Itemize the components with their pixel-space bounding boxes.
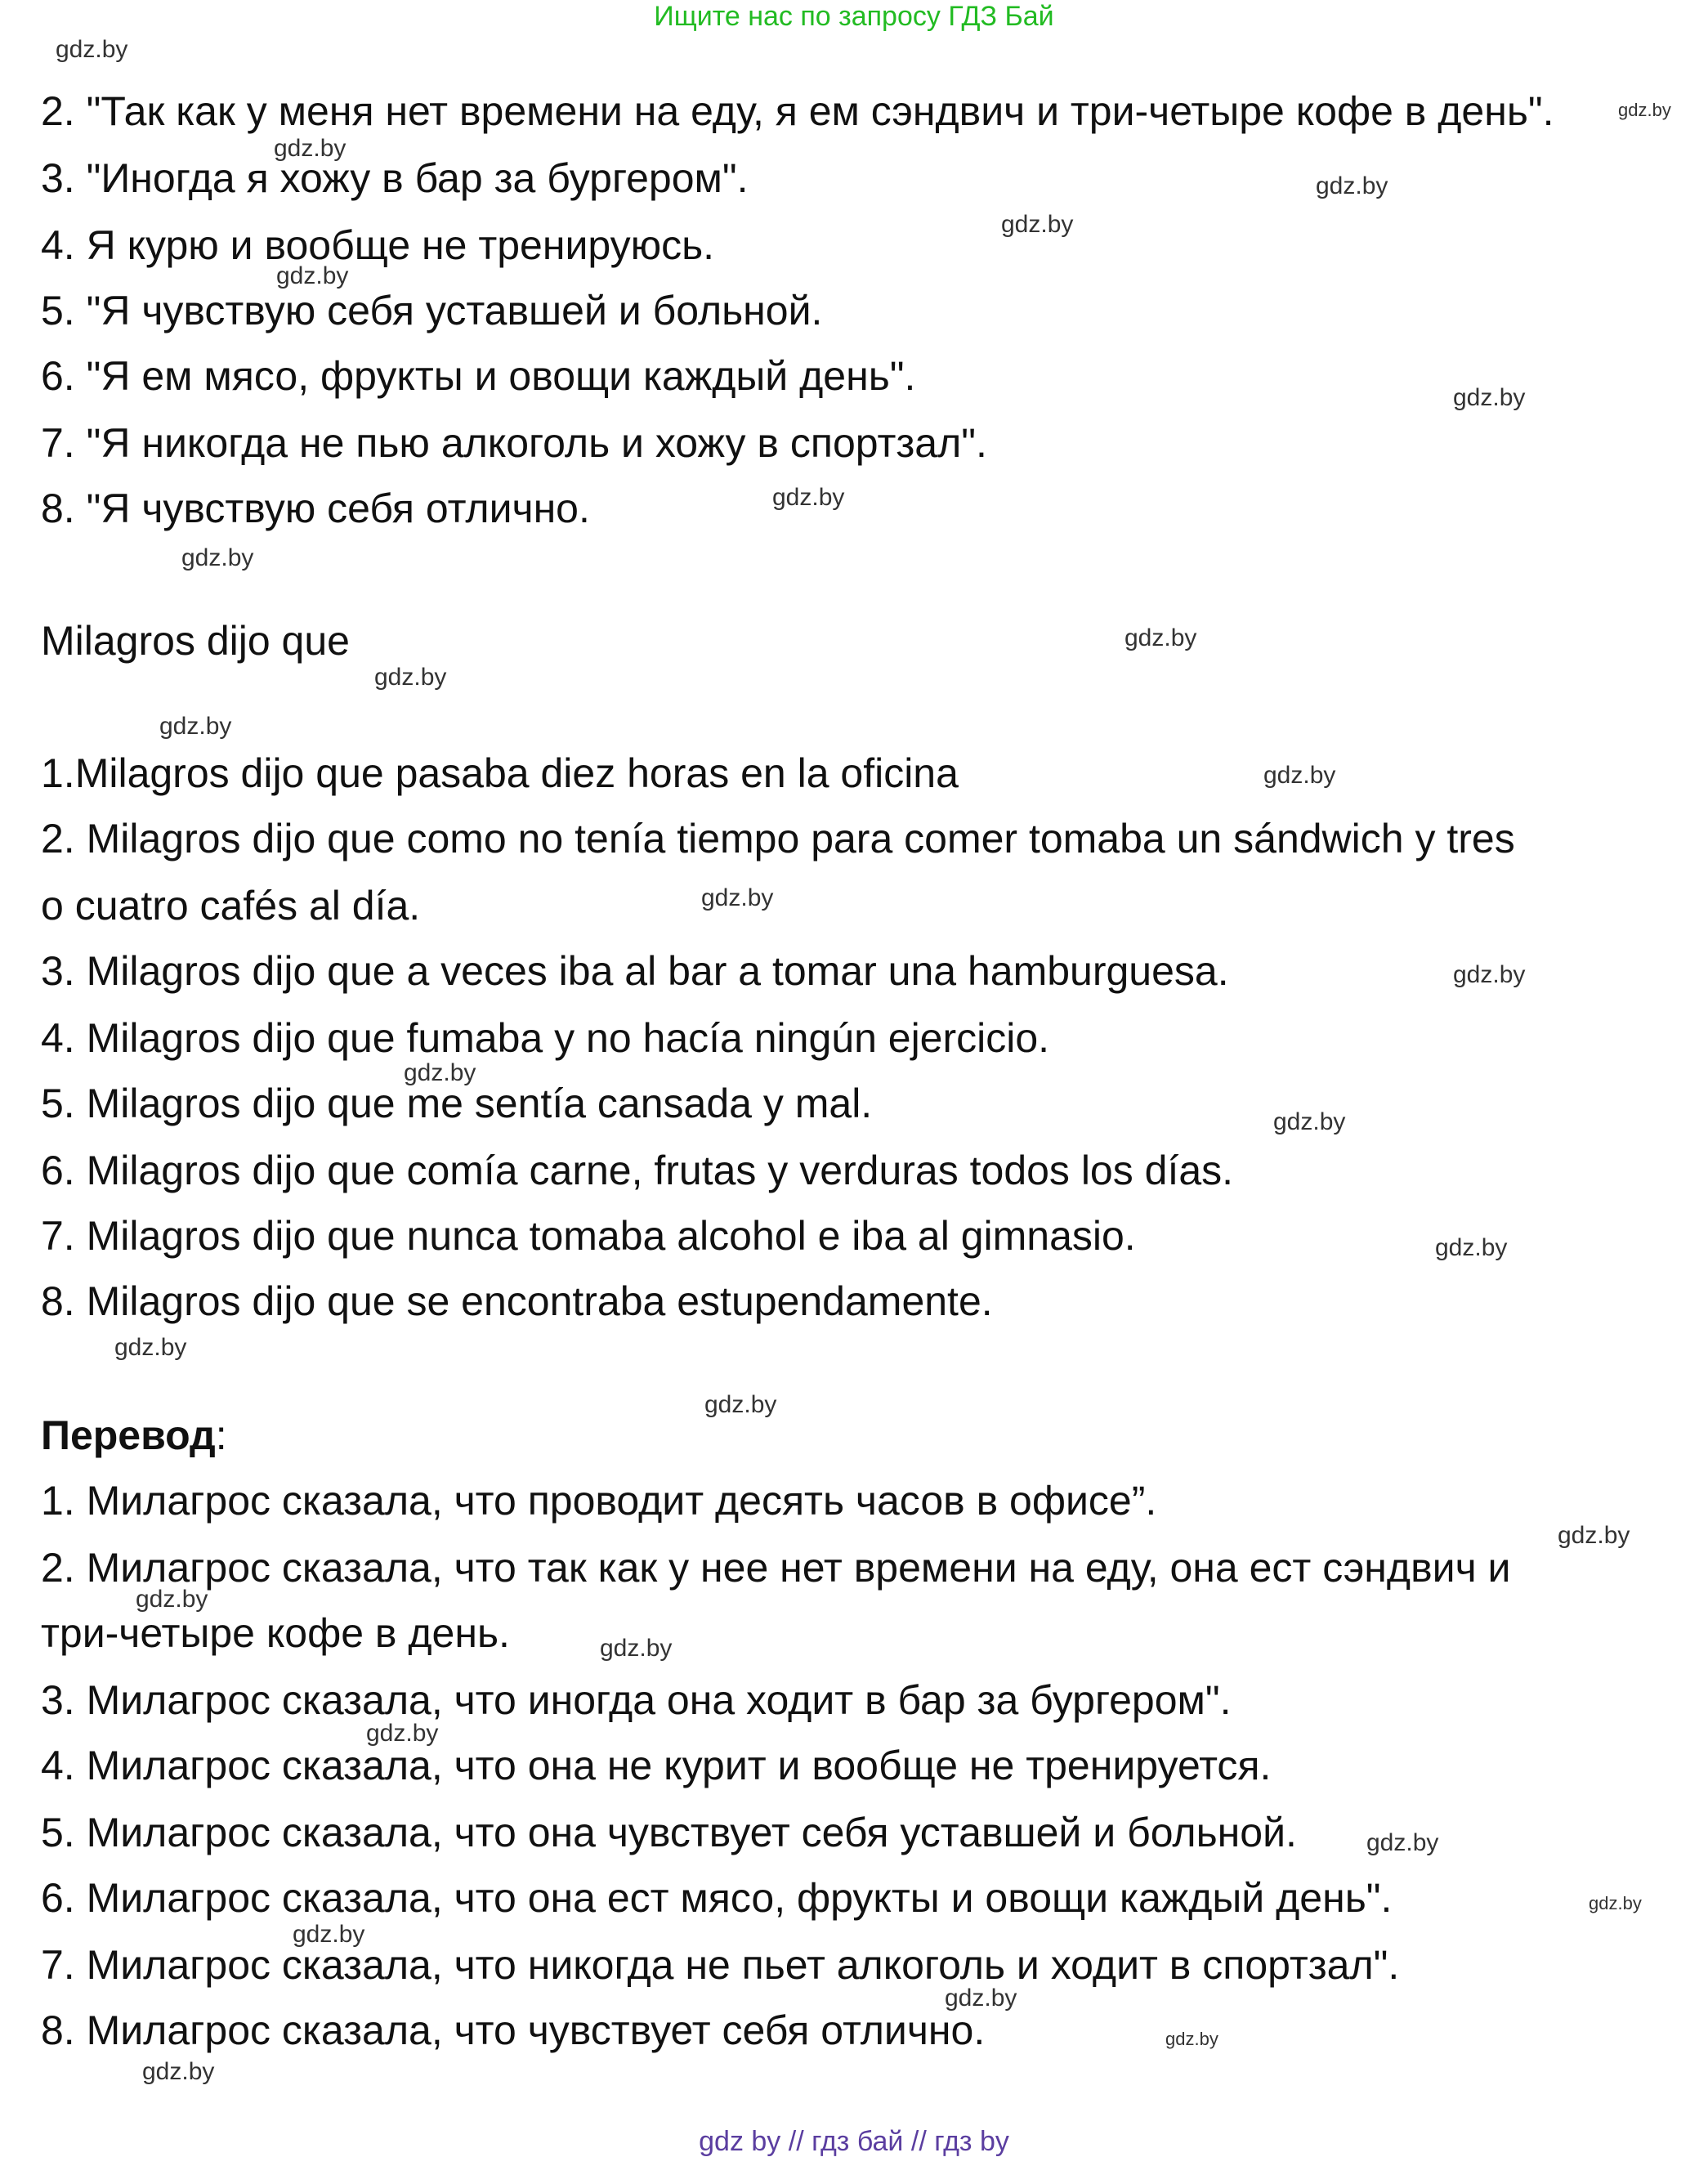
watermark: gdz.by (181, 544, 254, 571)
quote-line: 5. "Я чувствую себя уставшей и больной. (41, 288, 823, 333)
answer-line: 1.Milagros dijo que pasaba diez horas en la oficina (41, 750, 959, 796)
translation-line: 5. Милагрос сказала, что она чувствует себя уставшей и больной. (41, 1810, 1297, 1855)
watermark: gdz.by (1558, 1522, 1630, 1549)
watermark: gdz.by (1273, 1108, 1346, 1135)
translation-heading (41, 1411, 227, 1460)
watermark: gdz.by (772, 484, 845, 511)
answer-line: 8. Milagros dijo que se encontraba estupendamente. (41, 1278, 993, 1324)
watermark: gdz.by (1125, 624, 1197, 651)
translation-line: 1. Милагрос сказала, что проводит десять часов в офисе”. (41, 1478, 1157, 1524)
watermark: gdz.by (1263, 762, 1336, 789)
quote-line: 4. Я курю и вообще не тренируюсь. (41, 222, 715, 268)
answer-line: 7. Milagros dijo que nunca tomaba alcohol e iba al gimnasio. (41, 1213, 1136, 1259)
translation-line: 2. Милагрос сказала, что так как у нее нет времени на еду, она ест сэндвич и (41, 1545, 1511, 1591)
watermark: gdz.by (1618, 100, 1671, 120)
translation-line: 8. Милагрос сказала, что чувствует себя отлично. (41, 2007, 986, 2053)
translation-line: 6. Милагрос сказала, что она ест мясо, фрукты и овощи каждый день". (41, 1875, 1393, 1921)
watermark: gdz.by (114, 1334, 187, 1361)
watermark: gdz.by (136, 1586, 208, 1613)
watermark: gdz.by (1453, 961, 1526, 988)
answer-line: 4. Milagros dijo que fumaba y no hacía ningún ejercicio. (41, 1015, 1050, 1061)
watermark: gdz.by (366, 1720, 439, 1747)
search-hint-link[interactable]: Ищите нас по запросу ГДЗ Бай (654, 1, 1054, 32)
quote-line: 2. "Так как у меня нет времени на еду, я ем сэндвич и три-четыре кофе в день". (41, 88, 1554, 134)
watermark: gdz.by (293, 1921, 365, 1948)
answer-line: 5. Milagros dijo que me sentía cansada y mal. (41, 1081, 873, 1126)
translation-colon: : (215, 1412, 227, 1458)
watermark: gdz.by (1589, 1893, 1642, 1913)
answer-line: 3. Milagros dijo que a veces iba al bar a tomar una hamburguesa. (41, 948, 1229, 994)
watermark: gdz.by (274, 135, 347, 162)
watermark: gdz.by (1435, 1234, 1508, 1261)
watermark: gdz.by (704, 1391, 777, 1418)
watermark: gdz.by (142, 2058, 215, 2085)
watermark: gdz.by (1366, 1829, 1439, 1856)
watermark: gdz.by (159, 713, 232, 740)
answer-line: 6. Milagros dijo que comía carne, frutas y verduras todos los días. (41, 1148, 1234, 1193)
watermark: gdz.by (945, 1985, 1017, 2012)
watermark: gdz.by (374, 664, 447, 691)
quote-line: 8. "Я чувствую себя отлично. (41, 486, 590, 531)
section-title: Milagros dijo que (41, 618, 350, 664)
quote-line: 6. "Я ем мясо, фрукты и овощи каждый день". (41, 353, 916, 399)
watermark: gdz.by (1453, 384, 1526, 411)
watermark: gdz.by (404, 1059, 476, 1086)
watermark: gdz.by (1001, 211, 1074, 238)
footer-links[interactable]: gdz by // гдз бай // гдз by (699, 2126, 1009, 2157)
translation-line: 3. Милагрос сказала, что иногда она ходит в бар за бургером". (41, 1677, 1232, 1723)
watermark: gdz.by (56, 36, 128, 63)
watermark: gdz.by (600, 1635, 673, 1662)
watermark: gdz.by (276, 262, 349, 289)
translation-line: 7. Милагрос сказала, что никогда не пьет алкоголь и ходит в спортзал". (41, 1942, 1400, 1988)
answer-line: 2. Milagros dijo que como no tenía tiempo para comer tomaba un sándwich y tres (41, 816, 1515, 861)
translation-title: Перевод (41, 1412, 216, 1458)
answer-line: o cuatro cafés al día. (41, 883, 421, 929)
watermark: gdz.by (1316, 172, 1388, 199)
watermark: gdz.by (1165, 2029, 1218, 2049)
quote-line: 3. "Иногда я хожу в бар за бургером". (41, 155, 749, 201)
translation-line: три-четыре кофе в день. (41, 1610, 510, 1656)
translation-line: 4. Милагрос сказала, что она не курит и вообще не тренируется. (41, 1743, 1272, 1788)
quote-line: 7. "Я никогда не пью алкоголь и хожу в спортзал". (41, 420, 987, 466)
watermark: gdz.by (701, 884, 774, 911)
